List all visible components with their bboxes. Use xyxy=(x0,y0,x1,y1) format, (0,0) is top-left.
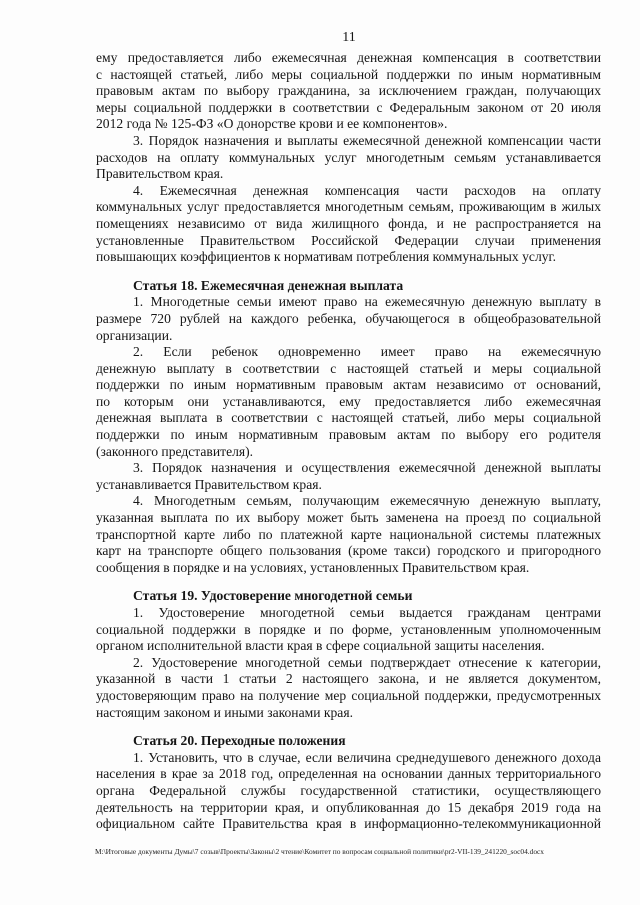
text-line xyxy=(96,510,601,527)
text-line xyxy=(96,100,601,117)
text-line-text: помещениях независимо от вида жилищного фонда, и не распространяется на xyxy=(96,215,601,231)
text-line xyxy=(96,361,601,378)
text-line xyxy=(96,816,601,833)
text-line xyxy=(96,150,601,167)
text-line xyxy=(96,83,601,100)
paragraph xyxy=(96,294,601,344)
text-line xyxy=(96,605,601,622)
text-line xyxy=(96,427,601,444)
text-line xyxy=(96,183,601,200)
paragraph xyxy=(96,460,601,493)
paragraph xyxy=(96,133,601,183)
article-heading: Статья 19. Удостоверение многодетной семьи xyxy=(133,588,413,604)
text-line xyxy=(96,705,601,722)
file-path-footer: M:\Итоговые документы Думы\7 созыв\Проекты\Законы\2 чтение\Комитет по вопросам социальной политики\pr2-VII-139_241220_soc04.docx xyxy=(95,847,545,856)
text-line-text: 2012 года № 125-ФЗ «О донорстве крови и ее компонентов». xyxy=(96,116,448,132)
text-line xyxy=(96,622,601,639)
text-line-text: организации. xyxy=(96,327,173,343)
paragraph xyxy=(96,344,601,460)
article-section xyxy=(96,278,601,577)
text-line-text: размере 720 рублей на каждого ребенка, обучающегося в общеобразовательной xyxy=(96,310,601,326)
text-line xyxy=(96,688,601,705)
text-line xyxy=(96,655,601,672)
text-line-text: 1. Установить, что в случае, если величина среднедушевого денежного дохода xyxy=(133,749,601,765)
article-heading: Статья 20. Переходные положения xyxy=(133,733,346,749)
text-line-text: ему предоставляется либо ежемесячная денежная компенсация в соответствии xyxy=(96,50,601,65)
text-line xyxy=(96,394,601,411)
text-line-text: расходов на оплату коммунальных услуг многодетным семьям устанавливается xyxy=(96,149,601,165)
text-line-text: 3. Порядок назначения и выплаты ежемесячной денежной компенсации части xyxy=(133,132,601,148)
text-line-text: (законного представителя). xyxy=(96,443,254,459)
text-line-text: официальном сайте Правительства края в информационно-телекоммуникационной xyxy=(96,816,601,832)
text-line-text: меры социальной поддержки в соответствии с Федеральным законом от 20 июля xyxy=(96,99,601,115)
text-line-text: поддержки по иным нормативным правовым актам независимо от оснований, xyxy=(96,377,601,393)
text-line-text: социальной поддержки в порядке и по форме, установленным уполномоченным xyxy=(96,621,601,637)
text-line xyxy=(96,67,601,84)
text-line xyxy=(96,328,601,345)
text-line xyxy=(96,116,601,133)
text-line-text: деятельность на территории края, и опубликованная до 15 декабря 2019 года на xyxy=(96,799,601,815)
text-line-text: 4. Ежемесячная денежная компенсация части расходов на оплату xyxy=(133,182,601,198)
text-line-text: повышающих коэффициентов к нормативам потребления коммунальных услуг. xyxy=(96,249,556,265)
text-line xyxy=(96,493,601,510)
text-line xyxy=(96,311,601,328)
text-line xyxy=(96,344,601,361)
paragraph xyxy=(96,183,601,266)
text-line-text: транспортной карте либо по платежной карте национальной системы платежных xyxy=(96,526,601,542)
text-line-text: 2. Если ребенок одновременно имеет право на ежемесячную xyxy=(133,344,601,360)
text-line-text: указанной в части 1 статьи 2 настоящего закона, и не является документом, xyxy=(96,671,601,687)
text-line xyxy=(96,766,601,783)
text-line-text: с настоящей статьей, либо меры социальной поддержки по иным нормативным xyxy=(96,66,601,82)
document-body xyxy=(96,50,601,833)
page-number: 11 xyxy=(342,30,356,45)
paragraph xyxy=(96,493,601,576)
text-line-text: денежная выплата в соответствии с настоящей статьей, либо меры социальной xyxy=(96,410,601,426)
text-line xyxy=(96,783,601,800)
text-line-text: коммунальных услуг предоставляется многодетным семьям, проживающим в жилых xyxy=(96,199,601,215)
text-line-text: 4. Многодетным семьям, получающим ежемесячную денежную выплату, xyxy=(133,493,601,509)
text-line-text: денежную выплату в соответствии с настоящей статьей и меры социальной xyxy=(96,360,601,376)
text-line xyxy=(96,294,601,311)
text-line xyxy=(96,750,601,767)
text-line-text: органа Федеральной службы государственной статистики, осуществляющего xyxy=(96,782,601,798)
text-line-text: удостоверяющим право на получение мер социальной поддержки, предусмотренных xyxy=(96,687,601,703)
text-line xyxy=(96,460,601,477)
text-line xyxy=(96,527,601,544)
paragraph xyxy=(96,605,601,655)
text-line xyxy=(96,377,601,394)
text-line xyxy=(96,671,601,688)
text-line xyxy=(96,477,601,494)
text-line-text: 1. Удостоверение многодетной семьи выдается гражданам центрами xyxy=(133,605,601,620)
text-line-text: 1. Многодетные семьи имеют право на ежемесячную денежную выплату в xyxy=(133,294,601,310)
paragraph xyxy=(96,50,601,133)
text-line xyxy=(96,444,601,461)
text-line-text: Правительством края. xyxy=(96,166,224,182)
text-line xyxy=(96,800,601,817)
article-section xyxy=(96,733,601,833)
article-section xyxy=(96,588,601,721)
text-line xyxy=(96,638,601,655)
text-line xyxy=(96,166,601,183)
text-line xyxy=(96,216,601,233)
paragraph xyxy=(96,750,601,833)
text-line xyxy=(96,249,601,266)
paragraph xyxy=(96,655,601,721)
text-line xyxy=(96,133,601,150)
text-line xyxy=(96,560,601,577)
article-heading: Статья 18. Ежемесячная денежная выплата xyxy=(133,277,404,293)
text-line-text: установленные Правительством Российской Федерации случаи применения xyxy=(96,232,601,248)
text-line-text: указанная выплата по их выбору может быть заменена на проезд по социальной xyxy=(96,510,601,526)
text-line-text: поддержки по иным нормативным правовым актам по выбору его родителя xyxy=(96,427,601,443)
text-line-text: 2. Удостоверение многодетной семьи подтверждает отнесение к категории, xyxy=(133,654,601,670)
text-line xyxy=(96,50,601,67)
text-line-text: по которым они устанавливаются, ему предоставляется либо ежемесячная xyxy=(96,393,601,409)
text-line-text: населения в крае за 2018 год, определенная на основании данных территориального xyxy=(96,766,601,782)
text-line-text: 3. Порядок назначения и осуществления ежемесячной денежной выплаты xyxy=(133,460,601,476)
text-line-text: сообщения в порядке и на условиях, установленных Правительством края. xyxy=(96,559,530,575)
text-line xyxy=(96,543,601,560)
text-line xyxy=(96,410,601,427)
text-line xyxy=(96,199,601,216)
text-line-text: настоящим законом и иными законами края. xyxy=(96,704,353,720)
text-line-text: правовым актам по выбору гражданина, за исключением граждан, получающих xyxy=(96,83,601,99)
text-line-text: устанавливается Правительством края. xyxy=(96,476,322,492)
text-line-text: карт на транспорте общего пользования (кроме такси) городского и пригородного xyxy=(96,543,601,559)
text-line-text: органом исполнительной власти края в сфере социальной защиты населения. xyxy=(96,638,545,654)
text-line xyxy=(96,233,601,250)
